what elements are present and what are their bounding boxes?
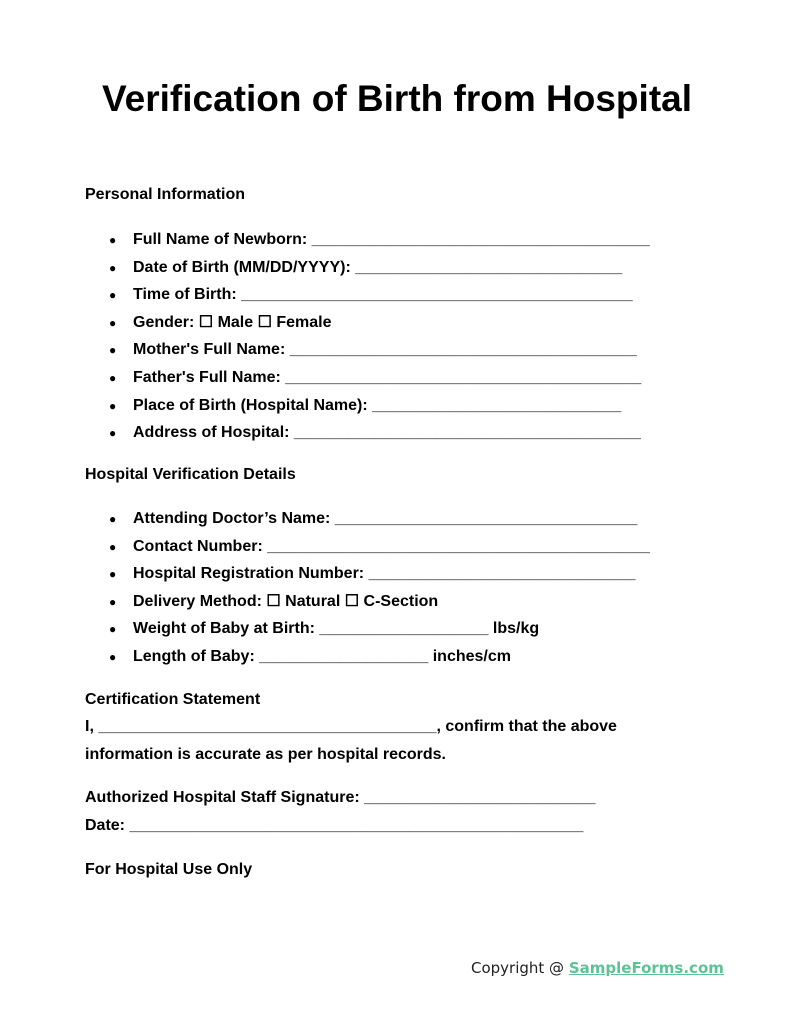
section-heading-certification: Certification Statement	[85, 691, 261, 708]
sampleforms-link[interactable]: SampleForms.com	[568, 959, 724, 977]
section-heading-personal: Personal Information	[85, 186, 246, 203]
personal-info-list	[85, 230, 650, 451]
list-item[interactable]: ● Place of Birth (Hospital Name): ____________________________	[85, 396, 650, 424]
copyright-footer	[471, 959, 724, 977]
list-item[interactable]: ● Hospital Registration Number: ______________________________	[85, 564, 650, 592]
certification-line-2: information is accurate as per hospital records.	[85, 746, 446, 763]
list-item[interactable]: ● Full Name of Newborn: ______________________________________	[85, 230, 650, 258]
hospital-details-list	[85, 509, 650, 675]
list-item[interactable]: ● Address of Hospital: _______________________________________	[85, 423, 650, 451]
certification-line-1[interactable]: I, ______________________________________, confirm that the above	[85, 718, 617, 735]
list-item[interactable]: ● Delivery Method: ☐ Natural ☐ C-Section	[85, 592, 650, 620]
section-heading-hospital-use: For Hospital Use Only	[85, 861, 253, 878]
list-item[interactable]: ● Contact Number: ___________________________________________	[85, 537, 650, 565]
page-title: Verification of Birth from Hospital	[102, 78, 692, 119]
date-field[interactable]: Date: ___________________________________________________	[85, 817, 584, 834]
list-item[interactable]: ● Time of Birth: ____________________________________________	[85, 285, 650, 313]
list-item[interactable]: ● Father's Full Name: ________________________________________	[85, 368, 650, 396]
copyright-text: Copyright @	[471, 959, 569, 977]
list-item[interactable]: ● Length of Baby: ___________________ inches/cm	[85, 647, 650, 675]
signature-field[interactable]: Authorized Hospital Staff Signature: __________________________	[85, 789, 596, 806]
list-item[interactable]: ● Mother's Full Name: _______________________________________	[85, 340, 650, 368]
list-item[interactable]: ● Gender: ☐ Male ☐ Female	[85, 313, 650, 341]
list-item[interactable]: ● Attending Doctor’s Name: __________________________________	[85, 509, 650, 537]
list-item[interactable]: ● Date of Birth (MM/DD/YYYY): ______________________________	[85, 258, 650, 286]
section-heading-hospital: Hospital Verification Details	[85, 466, 296, 483]
list-item[interactable]: ● Weight of Baby at Birth: ___________________ lbs/kg	[85, 619, 650, 647]
